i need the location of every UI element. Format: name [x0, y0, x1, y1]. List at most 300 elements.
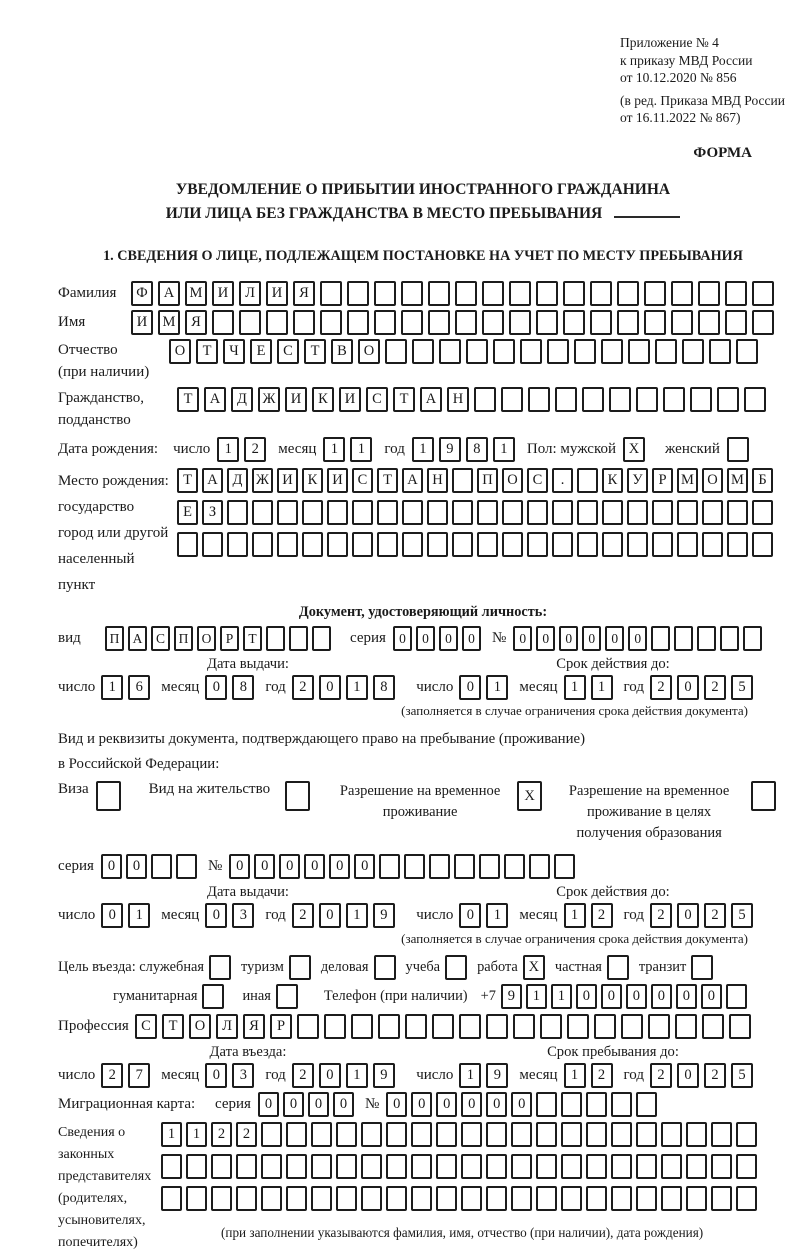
char-cell[interactable]: С — [151, 626, 170, 651]
char-cell[interactable]: И — [266, 281, 288, 306]
char-cell[interactable] — [347, 281, 369, 306]
char-cell[interactable] — [554, 854, 575, 879]
char-cell[interactable]: З — [202, 500, 223, 525]
char-cell[interactable] — [594, 1014, 616, 1039]
char-cell[interactable] — [511, 1122, 532, 1147]
char-cell[interactable] — [455, 310, 477, 335]
char-cell[interactable] — [428, 281, 450, 306]
char-cell[interactable]: 0 — [254, 854, 275, 879]
char-cell[interactable]: Р — [652, 468, 673, 493]
char-cell[interactable] — [377, 500, 398, 525]
char-cell[interactable] — [261, 1154, 282, 1179]
char-cell[interactable]: 1 — [564, 675, 586, 700]
char-cell[interactable] — [563, 310, 585, 335]
char-cell[interactable]: Н — [447, 387, 469, 412]
char-cell[interactable]: X — [523, 955, 545, 980]
char-cell[interactable] — [611, 1186, 632, 1211]
char-cell[interactable] — [648, 1014, 670, 1039]
char-cell[interactable] — [211, 1154, 232, 1179]
char-cell[interactable] — [529, 854, 550, 879]
char-cell[interactable] — [151, 854, 172, 879]
char-cell[interactable] — [536, 281, 558, 306]
char-cell[interactable]: 1 — [217, 437, 239, 462]
char-cell[interactable] — [590, 281, 612, 306]
char-cell[interactable]: 1 — [564, 1063, 586, 1088]
char-cell[interactable] — [602, 500, 623, 525]
char-cell[interactable] — [736, 339, 758, 364]
char-cell[interactable] — [727, 532, 748, 557]
char-cell[interactable] — [312, 626, 331, 651]
char-cell[interactable] — [286, 1122, 307, 1147]
char-cell[interactable] — [436, 1122, 457, 1147]
char-cell[interactable] — [386, 1154, 407, 1179]
char-cell[interactable]: 2 — [650, 1063, 672, 1088]
char-cell[interactable] — [574, 339, 596, 364]
char-cell[interactable] — [482, 281, 504, 306]
char-cell[interactable] — [717, 387, 739, 412]
char-cell[interactable] — [736, 1122, 757, 1147]
char-cell[interactable]: Л — [216, 1014, 238, 1039]
char-cell[interactable]: П — [477, 468, 498, 493]
char-cell[interactable] — [697, 626, 716, 651]
char-cell[interactable] — [536, 1154, 557, 1179]
char-cell[interactable]: 0 — [605, 626, 624, 651]
char-cell[interactable] — [655, 339, 677, 364]
char-cell[interactable] — [586, 1154, 607, 1179]
char-cell[interactable] — [386, 1186, 407, 1211]
char-cell[interactable]: 1 — [486, 675, 508, 700]
char-cell[interactable] — [561, 1154, 582, 1179]
char-cell[interactable]: С — [352, 468, 373, 493]
char-cell[interactable] — [432, 1014, 454, 1039]
char-cell[interactable] — [607, 955, 629, 980]
char-cell[interactable] — [720, 626, 739, 651]
char-cell[interactable] — [651, 626, 670, 651]
char-cell[interactable] — [461, 1122, 482, 1147]
char-cell[interactable]: 0 — [576, 984, 597, 1009]
char-cell[interactable] — [682, 339, 704, 364]
char-cell[interactable]: 0 — [536, 626, 555, 651]
char-cell[interactable]: 0 — [559, 626, 578, 651]
char-cell[interactable] — [504, 854, 525, 879]
char-cell[interactable] — [186, 1154, 207, 1179]
char-cell[interactable]: 9 — [486, 1063, 508, 1088]
char-cell[interactable] — [477, 532, 498, 557]
char-cell[interactable] — [461, 1186, 482, 1211]
char-cell[interactable] — [567, 1014, 589, 1039]
char-cell[interactable]: 2 — [292, 675, 314, 700]
char-cell[interactable] — [736, 1186, 757, 1211]
char-cell[interactable] — [474, 387, 496, 412]
char-cell[interactable] — [439, 339, 461, 364]
char-cell[interactable]: X — [623, 437, 645, 462]
char-cell[interactable] — [561, 1092, 582, 1117]
char-cell[interactable]: 0 — [486, 1092, 507, 1117]
char-cell[interactable] — [377, 532, 398, 557]
char-cell[interactable] — [561, 1122, 582, 1147]
char-cell[interactable] — [311, 1186, 332, 1211]
char-cell[interactable] — [186, 1186, 207, 1211]
char-cell[interactable]: К — [312, 387, 334, 412]
char-cell[interactable] — [611, 1122, 632, 1147]
char-cell[interactable] — [361, 1122, 382, 1147]
char-cell[interactable]: Т — [177, 387, 199, 412]
char-cell[interactable] — [402, 500, 423, 525]
char-cell[interactable] — [361, 1186, 382, 1211]
char-cell[interactable] — [513, 1014, 535, 1039]
char-cell[interactable] — [711, 1122, 732, 1147]
char-cell[interactable] — [378, 1014, 400, 1039]
char-cell[interactable]: Р — [270, 1014, 292, 1039]
char-cell[interactable] — [661, 1186, 682, 1211]
char-cell[interactable]: 1 — [128, 903, 150, 928]
char-cell[interactable] — [436, 1186, 457, 1211]
char-cell[interactable] — [176, 854, 197, 879]
char-cell[interactable] — [527, 500, 548, 525]
char-cell[interactable]: Ф — [131, 281, 153, 306]
char-cell[interactable] — [161, 1186, 182, 1211]
char-cell[interactable] — [336, 1186, 357, 1211]
char-cell[interactable]: К — [302, 468, 323, 493]
char-cell[interactable] — [727, 437, 749, 462]
char-cell[interactable] — [227, 500, 248, 525]
char-cell[interactable] — [486, 1154, 507, 1179]
char-cell[interactable]: 0 — [701, 984, 722, 1009]
char-cell[interactable]: 2 — [650, 903, 672, 928]
char-cell[interactable]: 2 — [244, 437, 266, 462]
char-cell[interactable] — [744, 387, 766, 412]
char-cell[interactable]: 0 — [459, 675, 481, 700]
char-cell[interactable] — [336, 1122, 357, 1147]
char-cell[interactable]: 9 — [373, 1063, 395, 1088]
char-cell[interactable]: Я — [293, 281, 315, 306]
char-cell[interactable]: Т — [177, 468, 198, 493]
char-cell[interactable] — [452, 468, 473, 493]
char-cell[interactable]: 0 — [416, 626, 435, 651]
char-cell[interactable] — [743, 626, 762, 651]
char-cell[interactable] — [677, 532, 698, 557]
char-cell[interactable] — [482, 310, 504, 335]
char-cell[interactable] — [302, 532, 323, 557]
char-cell[interactable]: 9 — [373, 903, 395, 928]
char-cell[interactable]: 1 — [101, 675, 123, 700]
char-cell[interactable] — [177, 532, 198, 557]
char-cell[interactable] — [374, 955, 396, 980]
char-cell[interactable]: 2 — [704, 675, 726, 700]
char-cell[interactable] — [411, 1186, 432, 1211]
char-cell[interactable]: 0 — [436, 1092, 457, 1117]
char-cell[interactable]: 0 — [462, 626, 481, 651]
char-cell[interactable] — [652, 532, 673, 557]
char-cell[interactable] — [428, 310, 450, 335]
char-cell[interactable]: 0 — [354, 854, 375, 879]
char-cell[interactable] — [709, 339, 731, 364]
char-cell[interactable] — [590, 310, 612, 335]
char-cell[interactable] — [577, 500, 598, 525]
char-cell[interactable]: 0 — [329, 854, 350, 879]
char-cell[interactable]: 9 — [439, 437, 461, 462]
char-cell[interactable]: 0 — [393, 626, 412, 651]
char-cell[interactable]: С — [277, 339, 299, 364]
char-cell[interactable] — [236, 1154, 257, 1179]
char-cell[interactable] — [636, 1154, 657, 1179]
char-cell[interactable] — [577, 532, 598, 557]
char-cell[interactable] — [411, 1122, 432, 1147]
char-cell[interactable] — [677, 500, 698, 525]
char-cell[interactable]: 1 — [161, 1122, 182, 1147]
char-cell[interactable]: М — [677, 468, 698, 493]
char-cell[interactable] — [611, 1092, 632, 1117]
char-cell[interactable]: У — [627, 468, 648, 493]
char-cell[interactable] — [586, 1122, 607, 1147]
char-cell[interactable]: 1 — [459, 1063, 481, 1088]
char-cell[interactable] — [736, 1154, 757, 1179]
char-cell[interactable]: 0 — [101, 903, 123, 928]
char-cell[interactable] — [427, 500, 448, 525]
char-cell[interactable] — [289, 955, 311, 980]
char-cell[interactable]: 1 — [526, 984, 547, 1009]
char-cell[interactable] — [751, 781, 776, 811]
char-cell[interactable] — [289, 626, 308, 651]
char-cell[interactable]: 2 — [704, 903, 726, 928]
char-cell[interactable]: О — [502, 468, 523, 493]
char-cell[interactable] — [644, 281, 666, 306]
char-cell[interactable] — [276, 984, 298, 1009]
char-cell[interactable]: 2 — [211, 1122, 232, 1147]
char-cell[interactable] — [702, 532, 723, 557]
char-cell[interactable] — [493, 339, 515, 364]
char-cell[interactable] — [628, 339, 650, 364]
char-cell[interactable] — [698, 281, 720, 306]
char-cell[interactable] — [452, 532, 473, 557]
char-cell[interactable] — [729, 1014, 751, 1039]
char-cell[interactable] — [652, 500, 673, 525]
char-cell[interactable]: И — [285, 387, 307, 412]
char-cell[interactable]: 2 — [591, 1063, 613, 1088]
char-cell[interactable] — [609, 387, 631, 412]
char-cell[interactable] — [527, 532, 548, 557]
char-cell[interactable]: А — [204, 387, 226, 412]
char-cell[interactable]: 1 — [186, 1122, 207, 1147]
char-cell[interactable] — [477, 500, 498, 525]
char-cell[interactable]: 0 — [676, 984, 697, 1009]
char-cell[interactable] — [361, 1154, 382, 1179]
char-cell[interactable]: 1 — [323, 437, 345, 462]
char-cell[interactable]: 3 — [232, 1063, 254, 1088]
char-cell[interactable] — [211, 1186, 232, 1211]
char-cell[interactable] — [277, 500, 298, 525]
char-cell[interactable]: X — [517, 781, 542, 811]
char-cell[interactable]: 2 — [292, 1063, 314, 1088]
char-cell[interactable] — [352, 500, 373, 525]
char-cell[interactable] — [351, 1014, 373, 1039]
char-cell[interactable]: Т — [304, 339, 326, 364]
char-cell[interactable] — [644, 310, 666, 335]
char-cell[interactable]: 0 — [101, 854, 122, 879]
char-cell[interactable] — [509, 310, 531, 335]
char-cell[interactable]: 0 — [205, 903, 227, 928]
char-cell[interactable] — [486, 1186, 507, 1211]
char-cell[interactable] — [555, 387, 577, 412]
char-cell[interactable] — [661, 1122, 682, 1147]
char-cell[interactable] — [752, 500, 773, 525]
char-cell[interactable]: А — [158, 281, 180, 306]
char-cell[interactable] — [528, 387, 550, 412]
char-cell[interactable] — [320, 281, 342, 306]
char-cell[interactable] — [454, 854, 475, 879]
char-cell[interactable] — [711, 1186, 732, 1211]
char-cell[interactable] — [686, 1122, 707, 1147]
char-cell[interactable] — [324, 1014, 346, 1039]
char-cell[interactable] — [252, 500, 273, 525]
char-cell[interactable]: 0 — [319, 903, 341, 928]
char-cell[interactable]: С — [366, 387, 388, 412]
char-cell[interactable] — [386, 1122, 407, 1147]
char-cell[interactable]: 0 — [582, 626, 601, 651]
char-cell[interactable]: 2 — [650, 675, 672, 700]
char-cell[interactable] — [401, 281, 423, 306]
char-cell[interactable] — [411, 1154, 432, 1179]
char-cell[interactable] — [293, 310, 315, 335]
char-cell[interactable] — [636, 387, 658, 412]
char-cell[interactable] — [611, 1154, 632, 1179]
char-cell[interactable]: 8 — [466, 437, 488, 462]
char-cell[interactable]: Ж — [252, 468, 273, 493]
char-cell[interactable]: . — [552, 468, 573, 493]
char-cell[interactable] — [725, 310, 747, 335]
char-cell[interactable]: 1 — [346, 1063, 368, 1088]
char-cell[interactable]: 2 — [704, 1063, 726, 1088]
char-cell[interactable]: 2 — [292, 903, 314, 928]
char-cell[interactable] — [536, 1092, 557, 1117]
char-cell[interactable] — [327, 532, 348, 557]
char-cell[interactable] — [502, 500, 523, 525]
char-cell[interactable]: 0 — [439, 626, 458, 651]
char-cell[interactable]: М — [727, 468, 748, 493]
char-cell[interactable]: 7 — [128, 1063, 150, 1088]
char-cell[interactable]: 0 — [651, 984, 672, 1009]
char-cell[interactable]: 0 — [308, 1092, 329, 1117]
char-cell[interactable]: В — [331, 339, 353, 364]
char-cell[interactable]: 8 — [373, 675, 395, 700]
char-cell[interactable]: Т — [196, 339, 218, 364]
char-cell[interactable] — [671, 310, 693, 335]
char-cell[interactable] — [617, 281, 639, 306]
char-cell[interactable] — [445, 955, 467, 980]
char-cell[interactable]: О — [169, 339, 191, 364]
char-cell[interactable]: 0 — [333, 1092, 354, 1117]
char-cell[interactable] — [636, 1122, 657, 1147]
char-cell[interactable]: 0 — [258, 1092, 279, 1117]
char-cell[interactable]: 0 — [459, 903, 481, 928]
char-cell[interactable] — [236, 1186, 257, 1211]
char-cell[interactable] — [479, 854, 500, 879]
char-cell[interactable]: 1 — [551, 984, 572, 1009]
char-cell[interactable]: 1 — [591, 675, 613, 700]
char-cell[interactable] — [601, 339, 623, 364]
char-cell[interactable] — [461, 1154, 482, 1179]
char-cell[interactable] — [385, 339, 407, 364]
char-cell[interactable] — [404, 854, 425, 879]
char-cell[interactable]: 0 — [229, 854, 250, 879]
char-cell[interactable]: 0 — [283, 1092, 304, 1117]
char-cell[interactable]: 1 — [564, 903, 586, 928]
char-cell[interactable]: Я — [185, 310, 207, 335]
char-cell[interactable] — [621, 1014, 643, 1039]
char-cell[interactable]: А — [402, 468, 423, 493]
char-cell[interactable]: Е — [250, 339, 272, 364]
char-cell[interactable]: М — [185, 281, 207, 306]
char-cell[interactable] — [311, 1122, 332, 1147]
char-cell[interactable] — [252, 532, 273, 557]
char-cell[interactable]: 5 — [731, 1063, 753, 1088]
char-cell[interactable]: 0 — [205, 675, 227, 700]
char-cell[interactable]: Д — [227, 468, 248, 493]
char-cell[interactable]: И — [212, 281, 234, 306]
char-cell[interactable] — [297, 1014, 319, 1039]
char-cell[interactable]: И — [339, 387, 361, 412]
char-cell[interactable]: Л — [239, 281, 261, 306]
char-cell[interactable] — [726, 984, 747, 1009]
char-cell[interactable] — [405, 1014, 427, 1039]
char-cell[interactable] — [563, 281, 585, 306]
char-cell[interactable]: П — [174, 626, 193, 651]
char-cell[interactable] — [202, 532, 223, 557]
char-cell[interactable]: 0 — [601, 984, 622, 1009]
char-cell[interactable] — [277, 532, 298, 557]
char-cell[interactable]: Я — [243, 1014, 265, 1039]
char-cell[interactable]: 0 — [411, 1092, 432, 1117]
char-cell[interactable]: Б — [752, 468, 773, 493]
char-cell[interactable]: 0 — [205, 1063, 227, 1088]
char-cell[interactable] — [327, 500, 348, 525]
char-cell[interactable] — [752, 281, 774, 306]
char-cell[interactable] — [663, 387, 685, 412]
char-cell[interactable]: 1 — [493, 437, 515, 462]
char-cell[interactable]: Т — [243, 626, 262, 651]
char-cell[interactable] — [686, 1186, 707, 1211]
char-cell[interactable]: С — [135, 1014, 157, 1039]
char-cell[interactable] — [96, 781, 121, 811]
char-cell[interactable]: О — [702, 468, 723, 493]
char-cell[interactable]: 0 — [626, 984, 647, 1009]
char-cell[interactable] — [675, 1014, 697, 1039]
char-cell[interactable] — [547, 339, 569, 364]
char-cell[interactable]: 0 — [386, 1092, 407, 1117]
char-cell[interactable] — [239, 310, 261, 335]
char-cell[interactable] — [212, 310, 234, 335]
char-cell[interactable]: О — [358, 339, 380, 364]
char-cell[interactable]: 0 — [304, 854, 325, 879]
char-cell[interactable] — [320, 310, 342, 335]
char-cell[interactable]: 0 — [511, 1092, 532, 1117]
char-cell[interactable] — [536, 1122, 557, 1147]
char-cell[interactable]: И — [327, 468, 348, 493]
char-cell[interactable]: О — [197, 626, 216, 651]
char-cell[interactable] — [459, 1014, 481, 1039]
char-cell[interactable] — [540, 1014, 562, 1039]
char-cell[interactable] — [727, 500, 748, 525]
char-cell[interactable] — [686, 1154, 707, 1179]
char-cell[interactable] — [202, 984, 224, 1009]
char-cell[interactable] — [586, 1092, 607, 1117]
char-cell[interactable] — [352, 532, 373, 557]
char-cell[interactable] — [561, 1186, 582, 1211]
char-cell[interactable] — [552, 500, 573, 525]
char-cell[interactable] — [636, 1092, 657, 1117]
char-cell[interactable] — [552, 532, 573, 557]
char-cell[interactable] — [617, 310, 639, 335]
